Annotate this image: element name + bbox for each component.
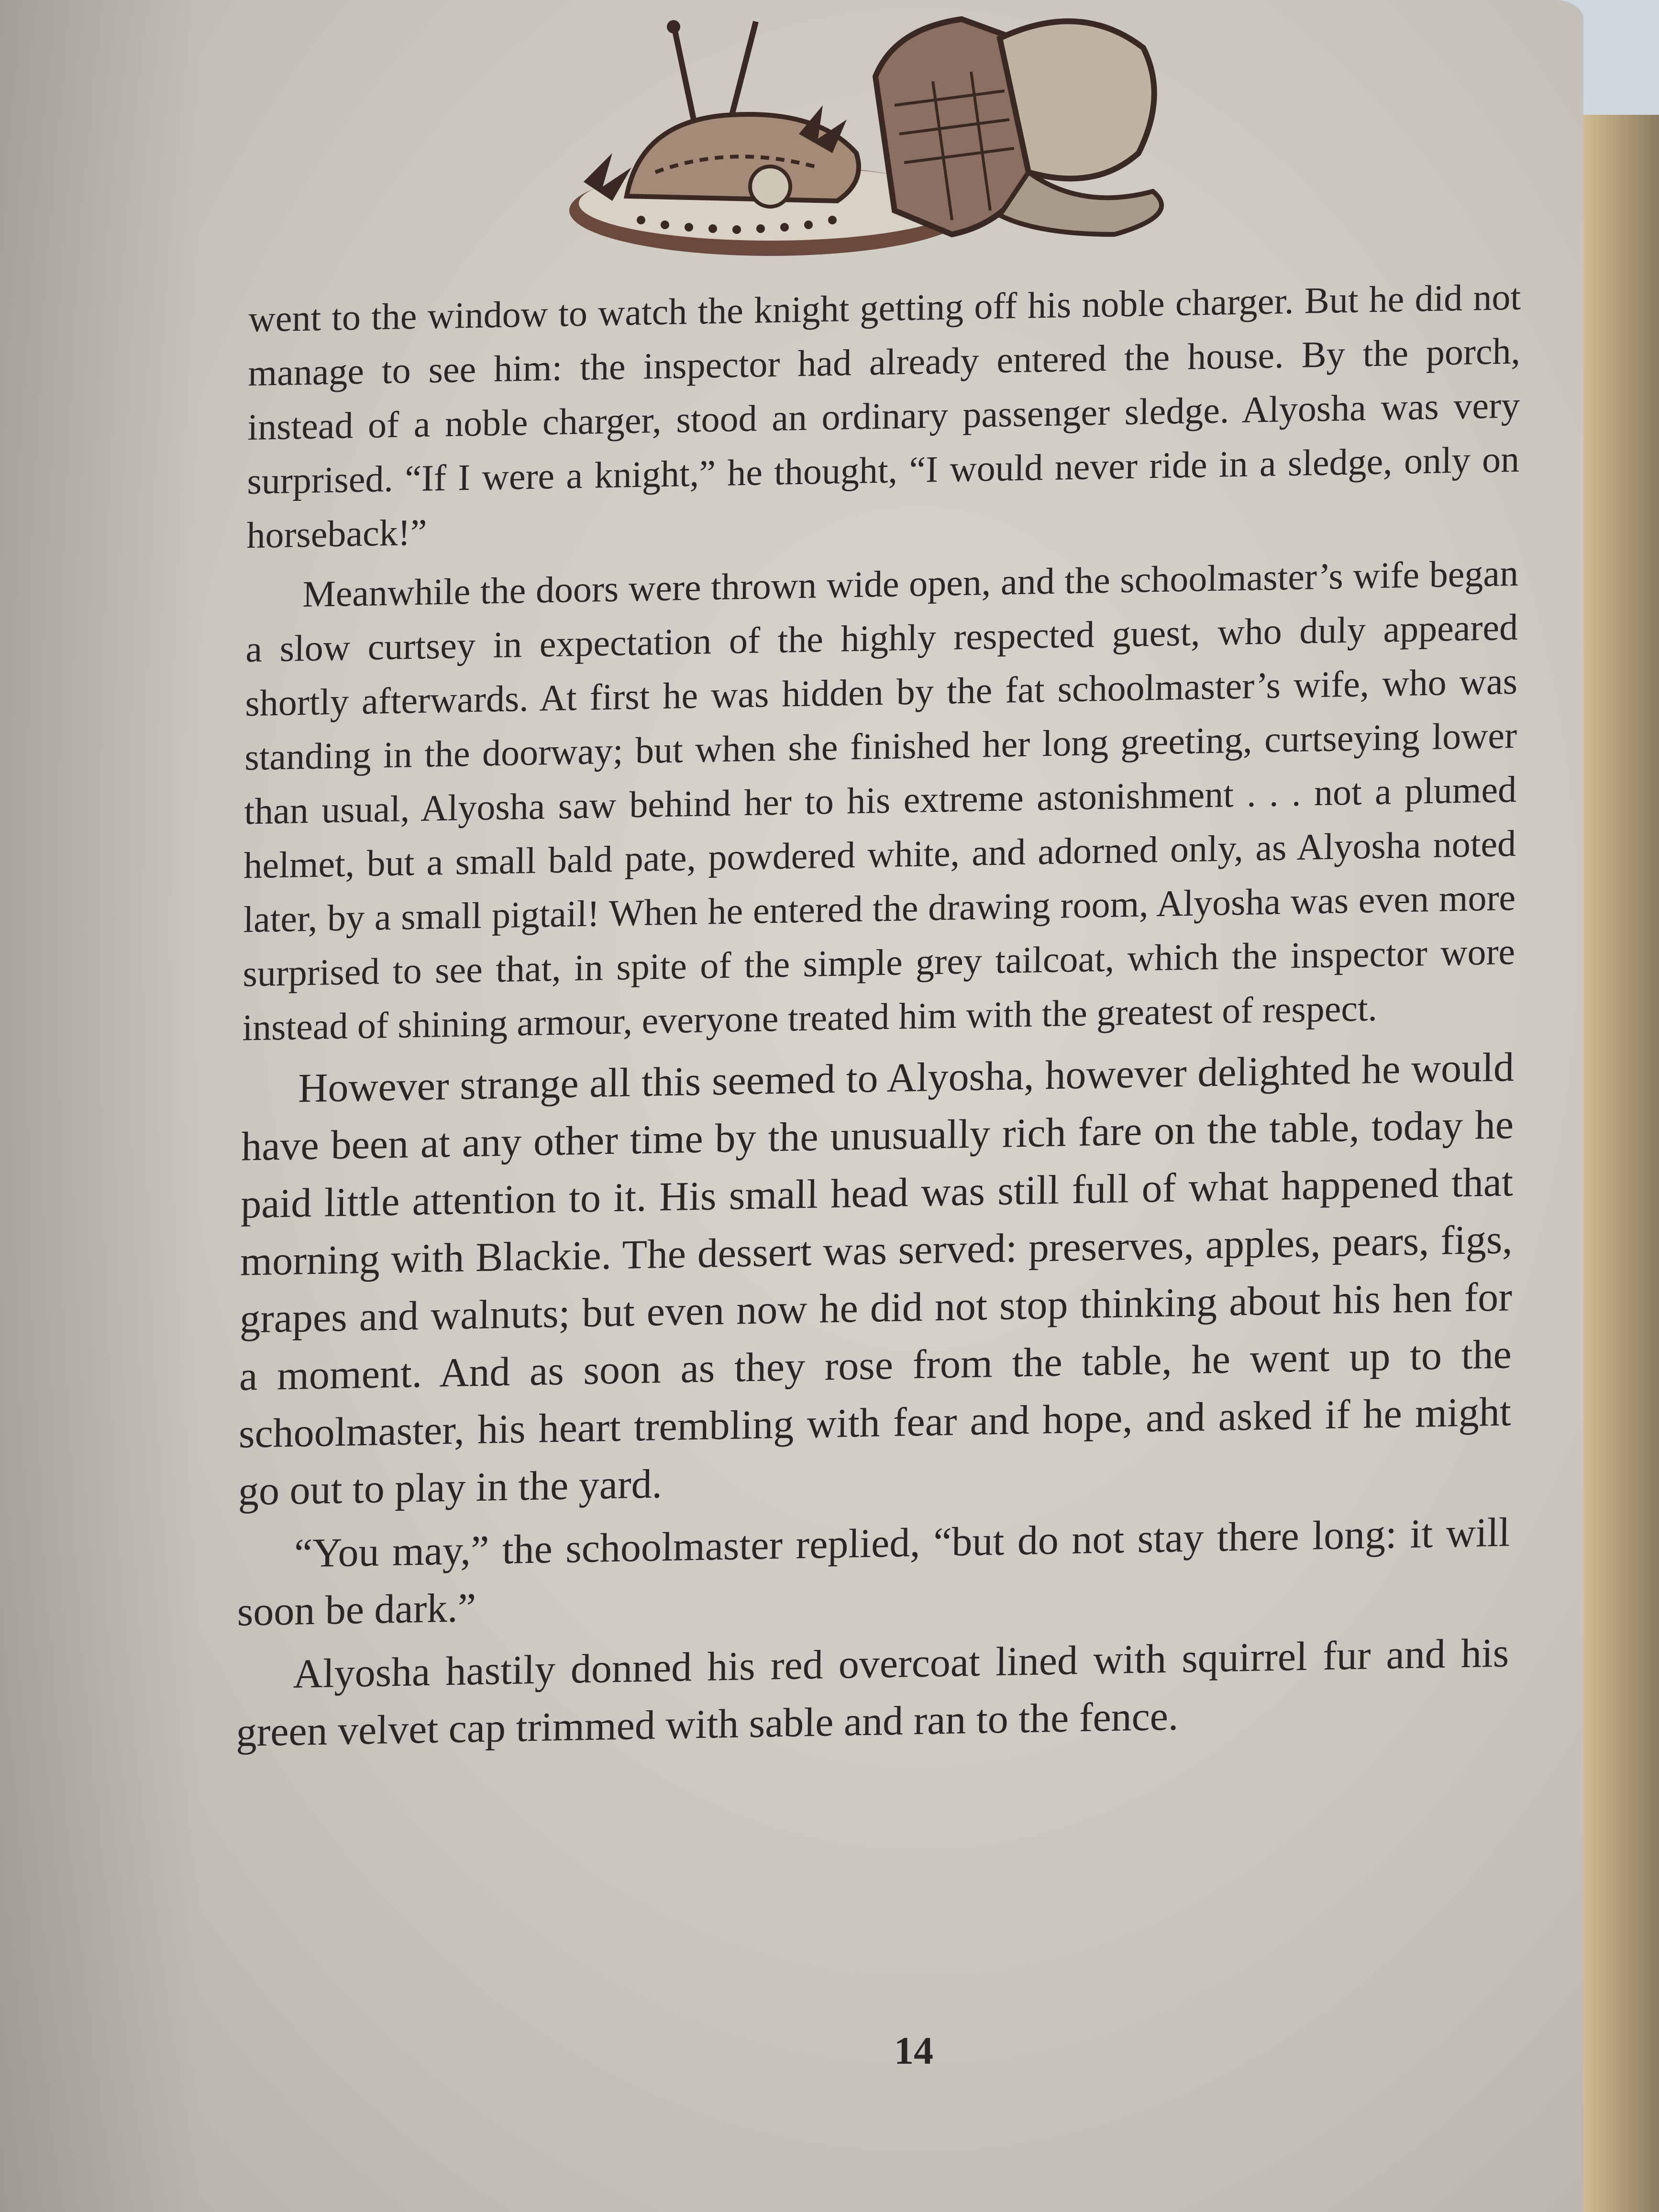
body-text — [236, 270, 1521, 1767]
roast — [627, 114, 859, 201]
paragraph: went to the window to watch the knight getting off his noble charger. But he did not manage to see him: the inspector had already entered the house. By the porch, instead of a noble charger, stood an ordinary passenger sledge. Alyosha was very surprised. “If I were a knight,” he thought, “I would never ride in a sledge, only on horseback!” — [246, 276, 1521, 556]
cloth — [1000, 172, 1161, 234]
page-shadow — [0, 0, 201, 2212]
fork — [732, 22, 756, 115]
skewer — [675, 29, 694, 120]
paragraph: Alyosha hastily donned his red overcoat lined with squirrel fur and his green velvet cap trimmed with sable and ran to the fence. — [236, 1629, 1509, 1755]
paragraph: However strange all this seemed to Alyosha, however delighted he would have been at any other time by the unusually rich fare on the table, today he paid little attention to it. His small head was still full of what happened that morning with Blackie. The dessert was served: preserves, apples, pears, figs, grapes and walnuts; but even now he did not stop thinking about his hen for a moment. And as soon as they rose from the table, he went up to the schoolmaster, his heart trembling with fear and hope, and asked if he might go out to play in the yard. — [238, 1044, 1515, 1514]
feast-and-knight-helmet-illustration — [531, 10, 1201, 277]
fruit — [750, 166, 790, 207]
paragraph: Meanwhile the doors were thrown wide open, and the schoolmaster’s wife began a slow curtsey in expectation of the highly respected guest, who duly appeared shortly afterwards. At first he was hidden by the fat schoolmaster’s wife, who was standing in the doorway; but when she finished her long greeting, curtseying lower than usual, Alyosha saw behind her to his extreme astonishment . . . not a plumed helmet, but a small bald pate, powdered white, and adorned only, as Alyosha noted later, by a small pigtail! When he entered the drawing room, Alyosha was even more surprised to see that, in spite of the simple grey tailcoat, which the inspector wore instead of shining armour, everyone treated him with the greatest of respect. — [242, 552, 1519, 1049]
page-number: 14 — [894, 2029, 933, 2072]
loaf — [1000, 21, 1154, 178]
paragraph: “You may,” the schoolmaster replied, “but do not stay there long: it will soon be dark.” — [237, 1509, 1510, 1635]
